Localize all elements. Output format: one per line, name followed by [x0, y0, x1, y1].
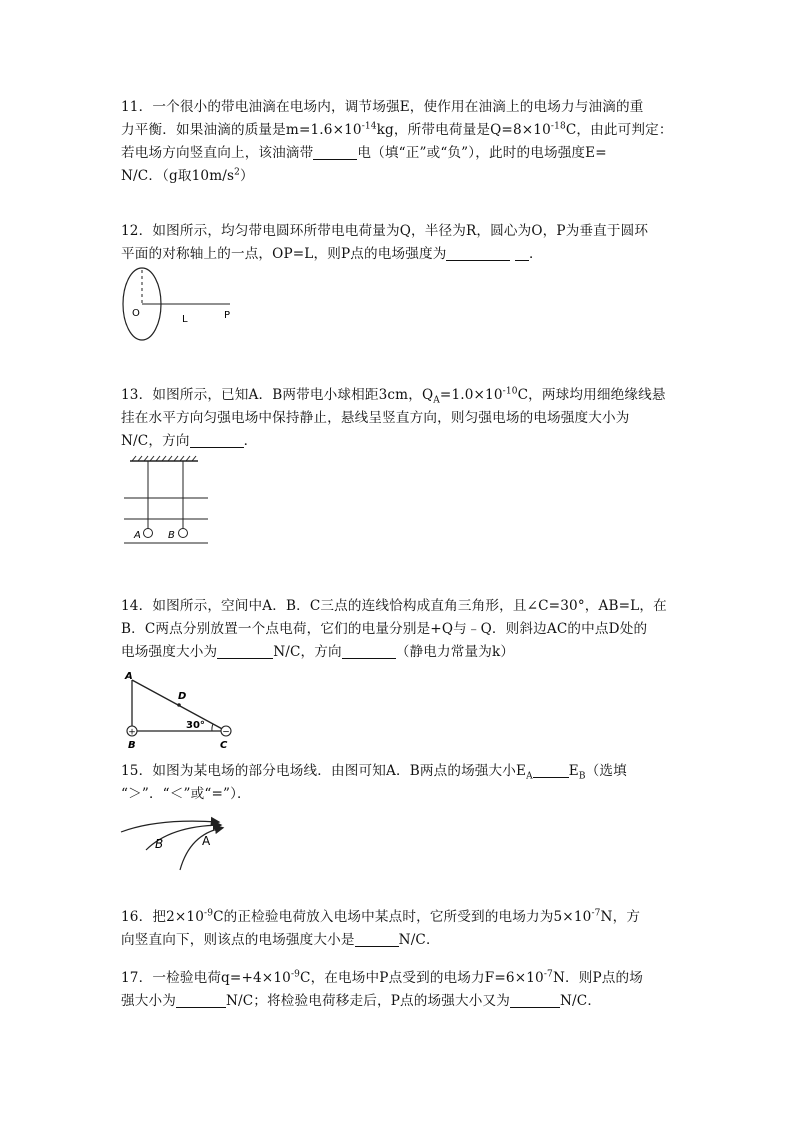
angle-arc	[212, 724, 213, 731]
q13-line-3: N/C，方向 ．	[121, 433, 258, 449]
q14-line-3: 电场强度大小为 N/C，方向 （静电力常量为k）	[121, 644, 515, 660]
q15-line-1: 15．如图为某电场的部分电场线．由图可知A．B两点的场强大小$E_A$ $E_B$（选填	[121, 763, 627, 782]
q11-line-1: 11．一个很小的带电油滴在电场内，调节场强E，使作用在油滴上的电场力与油滴的重	[121, 99, 644, 115]
label-angle: 30°	[186, 720, 205, 731]
q15-blank-compare[interactable]	[533, 762, 569, 778]
q12-line-1: 12．如图所示，均匀带电圆环所带电电荷量为Q，半径为R，圆心为O，P为垂直于圆环	[121, 223, 649, 239]
svg-text:+: +	[128, 727, 136, 738]
q14-line-1: 14．如图所示，空间中A．B．C三点的连线恰构成直角三角形，且∠C=30°，AB=L，在	[121, 598, 667, 614]
label-A: A	[125, 671, 133, 682]
label-B: B	[168, 530, 175, 541]
q13-line-2: 挂在水平方向匀强电场中保持静止，悬线呈竖直方向，则匀强电场的电场强度大小为	[121, 410, 630, 426]
q16-line-1: 16．把$2\times 10^{-9}C$的正检验电荷放入电场中某点时，它所受到的电场力为$5\times 10^{-7}N$，方	[121, 908, 641, 925]
question-15	[121, 760, 691, 806]
label-A: A	[134, 530, 141, 541]
q13-blank-direction[interactable]	[190, 432, 244, 448]
question-13	[121, 384, 691, 453]
q16-blank-field-strength[interactable]	[355, 931, 399, 947]
triangle-figure	[120, 668, 244, 752]
label-A: A	[202, 834, 211, 848]
ball-B	[179, 529, 188, 538]
label-O: O	[132, 308, 140, 319]
question-12	[121, 220, 691, 266]
svg-text:−: −	[222, 727, 230, 738]
midpoint-D	[177, 703, 181, 707]
question-11	[121, 96, 691, 188]
q11-line-4: N/C．（g取$10m/s^2$）	[121, 167, 254, 184]
label-L: L	[182, 314, 188, 325]
question-14	[121, 595, 691, 664]
hanging-balls-figure	[118, 455, 212, 549]
question-17	[121, 967, 691, 1013]
label-B: B	[128, 740, 136, 751]
q17-line-1: 17．一检验电荷$q=+4\times 10^{-9}C$，在电场中P点受到的电场力$F=6\times 10^{-7}N$．则P点的场	[121, 969, 643, 986]
label-P: P	[224, 310, 231, 321]
q14-blank-magnitude[interactable]	[217, 643, 273, 659]
field-lines-figure	[118, 812, 228, 874]
question-16	[121, 906, 691, 952]
q17-blank-field-strength[interactable]	[176, 992, 226, 1008]
q11-line-3: 若电场方向竖直向上，该油滴带 电（填“正”或“负”），此时的电场强度E=	[121, 145, 607, 161]
q14-blank-direction[interactable]	[342, 643, 396, 659]
label-B: B	[155, 837, 164, 851]
field-line-bottom	[180, 828, 222, 870]
q16-line-2: 向竖直向下，则该点的电场强度大小是 N/C．	[121, 932, 440, 948]
q12-line-2: 平面的对称轴上的一点，OP=L，则P点的电场强度为 ．	[121, 246, 543, 262]
q11-line-2: 力平衡．如果油滴的质量是$m=1.6\times 10^{-14}kg$，所带电荷量是$Q=8\times 10^{-18}C$，由此可判定：	[121, 121, 673, 138]
q15-line-2: “＞”．“＜”或“=”）．	[121, 786, 251, 802]
q13-line-1: 13．如图所示，已知A．B两带电小球相距3cm，$Q_A=1.0\times 10^{-10}C$，两球均用细绝缘线悬	[121, 386, 666, 406]
ball-A	[144, 529, 153, 538]
q14-line-2: B．C两点分别放置一个点电荷，它们的电量分别是+Q与﹣Q．则斜边AC的中点D处的	[121, 621, 648, 637]
q17-blank-field-after-removal[interactable]	[510, 992, 560, 1008]
q12-blank-field-strength[interactable]	[446, 245, 510, 261]
ring-figure	[118, 266, 248, 342]
q17-line-2: 强大小为 N/C；将检验电荷移走后，P点的场强大小又为 N/C．	[121, 993, 602, 1009]
q11-blank-charge-sign[interactable]	[313, 144, 357, 160]
label-D: D	[178, 691, 187, 702]
label-C: C	[220, 740, 228, 751]
